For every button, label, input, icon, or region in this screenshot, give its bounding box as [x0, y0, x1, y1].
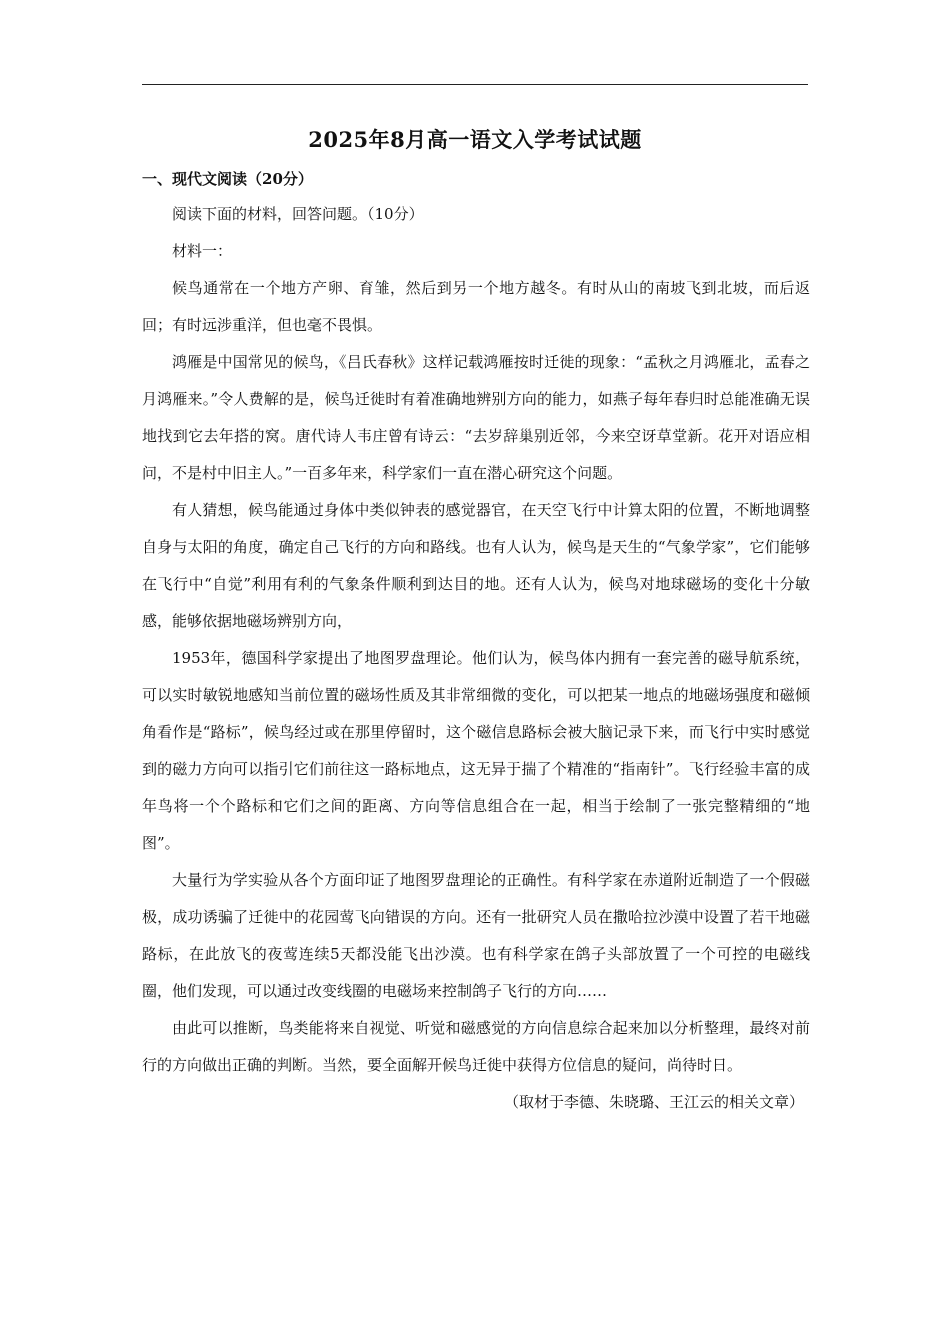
document-body	[142, 196, 810, 1121]
paragraph-2: 鸿雁是中国常见的候鸟，《吕氏春秋》这样记载鸿雁按时迁徙的现象：“孟秋之月鸿雁北，孟春之月鸿雁来。”令人费解的是，候鸟迁徙时有着准确地辨别方向的能力，如燕子每年春归时总能准确无误地找到它去年搭的窝。唐代诗人韦庄曾有诗云：“去岁辞巢别近邻，今来空讶草堂新。花开对语应相问，不是村中旧主人。”一百多年来，科学家们一直在潜心研究这个问题。	[142, 353, 810, 482]
material-label: 材料一：	[172, 242, 233, 260]
paragraph-3: 有人猜想，候鸟能通过身体中类似钟表的感觉器官，在天空飞行中计算太阳的位置，不断地调整自身与太阳的角度，确定自己飞行的方向和路线。也有人认为，候鸟是天生的“气象学家”，它们能够在飞行中“自觉”利用有利的气象条件顺利到达目的地。还有人认为，候鸟对地球磁场的变化十分敏感，能够依据地磁场辨别方向，	[142, 501, 810, 630]
paragraph-1: 候鸟通常在一个地方产卵、育雏，然后到另一个地方越冬。有时从山的南坡飞到北坡，而后返回；有时远涉重洋，但也毫不畏惧。	[142, 279, 810, 334]
paragraph-6: 由此可以推断，鸟类能将来自视觉、听觉和磁感觉的方向信息综合起来加以分析整理，最终对前行的方向做出正确的判断。当然，要全面解开候鸟迁徙中获得方位信息的疑问，尚待时日。	[142, 1019, 810, 1074]
page-title: 2025年8月高一语文入学考试试题	[308, 127, 642, 152]
instruction-text: 阅读下面的材料，回答问题。（10分）	[172, 205, 424, 223]
source-note: （取材于李德、朱晓璐、王江云的相关文章）	[503, 1093, 804, 1111]
paragraph-5: 大量行为学实验从各个方面印证了地图罗盘理论的正确性。有科学家在赤道附近制造了一个假磁极，成功诱骗了迁徙中的花园莺飞向错误的方向。还有一批研究人员在撒哈拉沙漠中设置了若干地磁路标，在此放飞的夜莺连续5天都没能飞出沙漠。也有科学家在鸽子头部放置了一个可控的电磁线圈，他们发现，可以通过改变线圈的电磁场来控制鸽子飞行的方向……	[142, 871, 810, 1000]
paragraph-4: 1953年，德国科学家提出了地图罗盘理论。他们认为，候鸟体内拥有一套完善的磁导航系统，可以实时敏锐地感知当前位置的磁场性质及其非常细微的变化，可以把某一地点的地磁场强度和磁倾角看作是“路标”，候鸟经过或在那里停留时，这个磁信息路标会被大脑记录下来，而飞行中实时感觉到的磁力方向可以指引它们前往这一路标地点，这无异于揣了个精准的“指南针”。飞行经验丰富的成年鸟将一个个路标和它们之间的距离、方向等信息组合在一起，相当于绘制了一张完整精细的“地图”。	[142, 649, 810, 852]
header-rule	[142, 84, 808, 85]
section-heading: 一、现代文阅读（20分）	[142, 170, 313, 188]
